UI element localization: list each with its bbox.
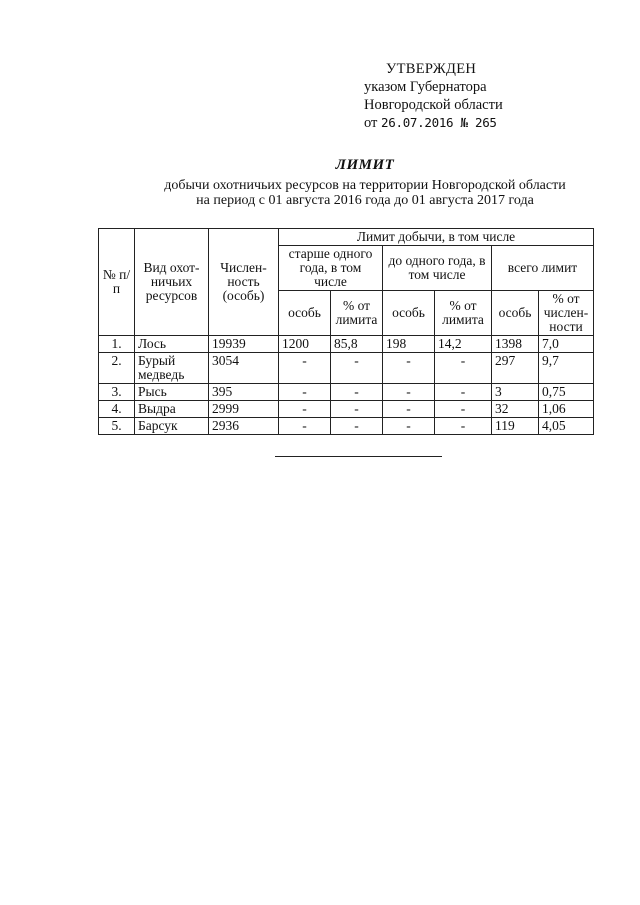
header-younger: до одного года, в том числе (383, 246, 492, 291)
limits-table (98, 228, 594, 435)
cell-num: 2. (99, 353, 135, 384)
header-older: старше одного года, в том числе (279, 246, 383, 291)
cell-younger-pct: - (435, 384, 492, 401)
approval-date-prefix: от (364, 115, 378, 131)
cell-younger-count: - (383, 418, 435, 435)
cell-species: Рысь (135, 384, 209, 401)
header-older-count: особь (279, 291, 331, 336)
header-total-pct: % от числен-ности (539, 291, 594, 336)
header-limit-group: Лимит добычи, в том числе (279, 229, 594, 246)
approval-block (364, 60, 503, 132)
cell-total-count: 119 (492, 418, 539, 435)
approval-line-region: Новгородской области (364, 97, 503, 113)
cell-species: Барсук (135, 418, 209, 435)
header-population: Числен-ность (особь) (209, 229, 279, 336)
cell-total-count: 3 (492, 384, 539, 401)
header-younger-count: особь (383, 291, 435, 336)
cell-older-count: - (279, 353, 331, 384)
approval-date-value: 26.07.2016 № 265 (381, 115, 497, 130)
approval-line-governor: указом Губернатора (364, 79, 487, 95)
cell-num: 1. (99, 336, 135, 353)
cell-younger-pct: - (435, 401, 492, 418)
cell-younger-pct: - (435, 353, 492, 384)
cell-num: 4. (99, 401, 135, 418)
subtitle-line-2: на период с 01 августа 2016 года до 01 августа 2017 года (196, 193, 534, 208)
cell-older-pct: - (331, 401, 383, 418)
cell-younger-pct: - (435, 418, 492, 435)
cell-older-count: - (279, 418, 331, 435)
cell-total-pct: 1,06 (539, 401, 594, 418)
table-row (99, 401, 594, 418)
header-total: всего лимит (492, 246, 594, 291)
table-row (99, 336, 594, 353)
cell-total-pct: 7,0 (539, 336, 594, 353)
header-num: № п/п (99, 229, 135, 336)
cell-older-count: - (279, 401, 331, 418)
cell-species: Выдра (135, 401, 209, 418)
header-row-1 (99, 229, 594, 246)
cell-total-count: 1398 (492, 336, 539, 353)
cell-total-pct: 0,75 (539, 384, 594, 401)
cell-total-count: 32 (492, 401, 539, 418)
cell-total-count: 297 (492, 353, 539, 384)
cell-population: 395 (209, 384, 279, 401)
cell-num: 5. (99, 418, 135, 435)
cell-total-pct: 4,05 (539, 418, 594, 435)
cell-older-count: 1200 (279, 336, 331, 353)
cell-species: Лось (135, 336, 209, 353)
header-total-count: особь (492, 291, 539, 336)
cell-population: 3054 (209, 353, 279, 384)
approval-date-line (364, 114, 503, 132)
cell-older-pct: - (331, 418, 383, 435)
cell-population: 2936 (209, 418, 279, 435)
header-younger-pct: % от лимита (435, 291, 492, 336)
cell-total-pct: 9,7 (539, 353, 594, 384)
cell-younger-count: - (383, 384, 435, 401)
cell-num: 3. (99, 384, 135, 401)
document-title: ЛИМИТ (335, 157, 395, 173)
subtitle-line-1: добычи охотничьих ресурсов на территории Новгородской области (164, 178, 566, 193)
document-subtitle (0, 178, 640, 208)
cell-younger-count: - (383, 401, 435, 418)
cell-older-pct: - (331, 353, 383, 384)
table-row (99, 353, 594, 384)
cell-older-count: - (279, 384, 331, 401)
cell-species: Бурый медведь (135, 353, 209, 384)
cell-older-pct: - (331, 384, 383, 401)
header-older-pct: % от лимита (331, 291, 383, 336)
cell-younger-count: 198 (383, 336, 435, 353)
cell-population: 19939 (209, 336, 279, 353)
table-row (99, 384, 594, 401)
cell-younger-pct: 14,2 (435, 336, 492, 353)
table-row (99, 418, 594, 435)
closing-divider (275, 456, 442, 457)
cell-population: 2999 (209, 401, 279, 418)
header-species: Вид охот-ничьих ресурсов (135, 229, 209, 336)
cell-older-pct: 85,8 (331, 336, 383, 353)
cell-younger-count: - (383, 353, 435, 384)
approval-heading: УТВЕРЖДЕН (386, 61, 477, 77)
